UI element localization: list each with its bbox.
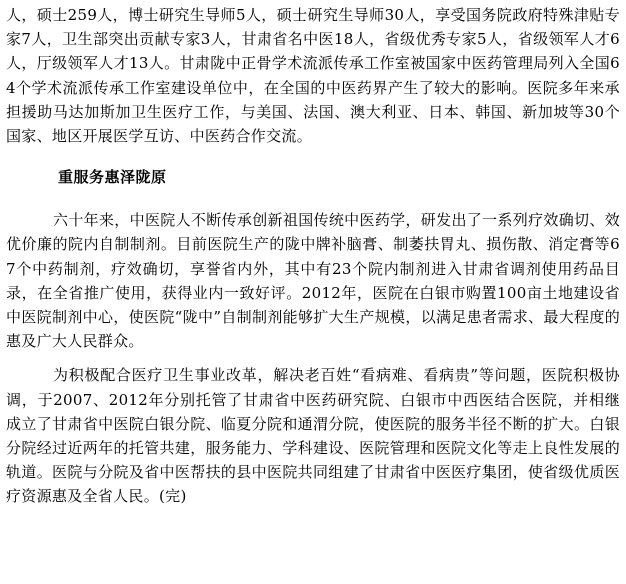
paragraph-staff-and-exchange: 人，硕士259人，博士研究生导师5人，硕士研究生导师30人，享受国务院政府特殊津贴专家7人，卫生部突出贡献专家3人，甘肃省名中医18人，省级优秀专家5人，省级领军人才6人，厅级领军人才13人。甘肃陇中正骨学术流派传承工作室被国家中医药管理局列入全国64个学术流派传承工作室建设单位中，在全国的中医药界产生了较大的影响。医院多年来承担援助马达加斯加卫生医疗工作，与美国、法国、澳大利亚、日本、韩国、新加坡等30个国家、地区开展医学互访、中医药合作交流。: [6, 6, 620, 146]
paragraph-hospital-preparations: 六十年来，中医院人不断传承创新祖国传统中医药学，研发出了一系列疗效确切、效优价廉的院内自制制剂。目前医院生产的陇中牌补脑膏、制萎扶胃丸、损伤散、消定膏等67个中药制剂，疗效确切，享誉省内外，其中有23个院内制剂进入甘肃省调剂使用药品目录，在全省推广使用，获得业内一致好评。2012年，医院在白银市购置100亩土地建设省中医院制剂中心，使医院“陇中”自制制剂能够扩大生产规模，以满足患者需求、最大程度的惠及广大人民群众。: [6, 211, 620, 351]
paragraph-medical-reform: 为积极配合医疗卫生事业改革，解决老百姓“看病难、看病贵”等问题，医院积极协调，于2007、2012年分别托管了甘肃省中医药研究院、白银市中西医结合医院，并相继成立了甘肃省中医院白银分院、临夏分院和通渭分院，使医院的服务半径不断的扩大。白银分院经过近两年的托管共建，服务能力、学科建设、医院管理和医院文化等走上良性发展的轨道。医院与分院及省中医帮扶的县中医院共同组建了甘肃省中医医疗集团，使省级优质医疗资源惠及全省人民。(完): [6, 366, 620, 506]
section-heading: 重服务惠泽陇原: [58, 168, 167, 187]
